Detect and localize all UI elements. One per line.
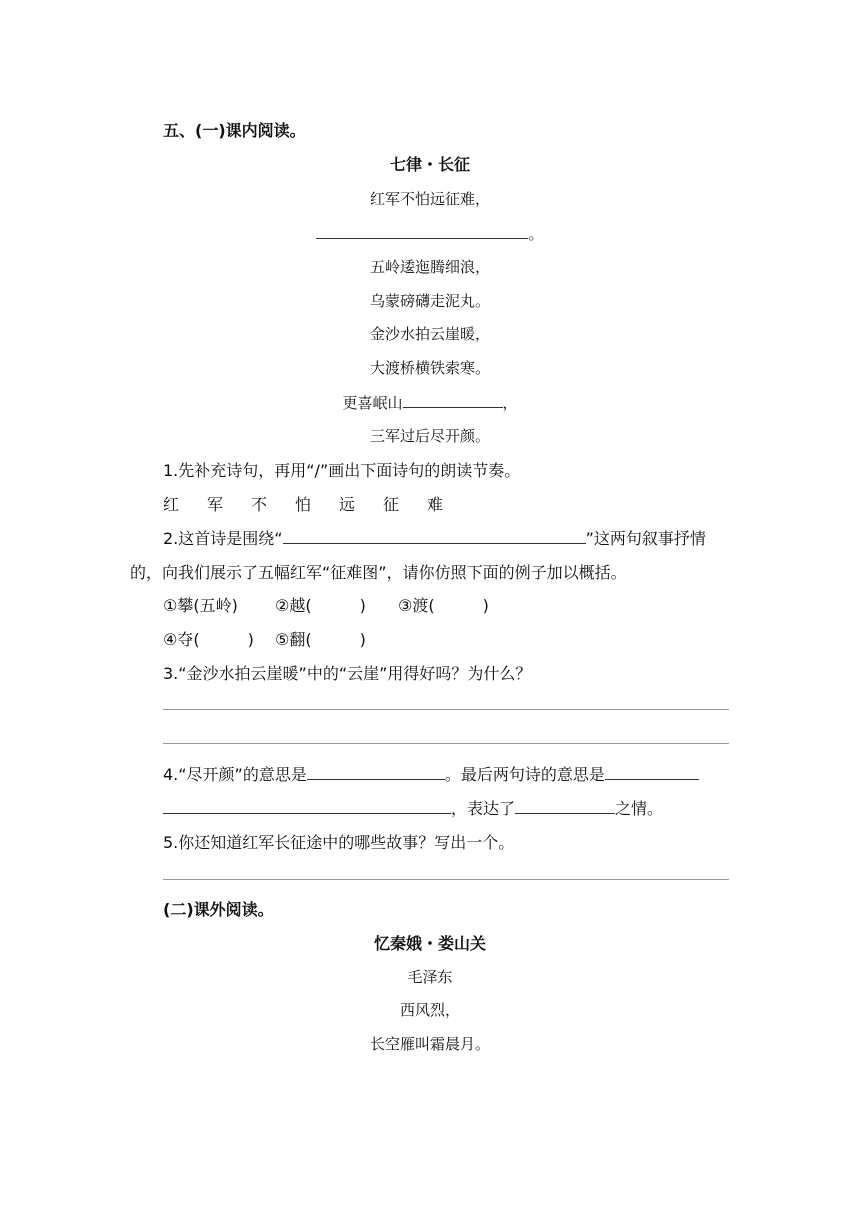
poem-line: 乌蒙磅礴走泥丸。: [369, 292, 490, 310]
section-title: 五、(一)课内阅读。: [163, 121, 306, 140]
poem-line: 三军过后尽开颜。: [369, 427, 490, 445]
question-2: [163, 526, 706, 549]
question-1: 1.先补充诗句，再用“/”画出下面诗句的朗读节奏。: [163, 461, 521, 480]
question-4: [163, 762, 699, 785]
poem-line-blank: [0, 391, 860, 413]
poem-line: 五岭逶迤腾细浪，: [369, 258, 490, 276]
option[interactable]: ⑤翻( ): [275, 630, 366, 649]
question-text: ，表达了: [451, 799, 516, 818]
question-text: 。最后两句诗的意思是: [444, 765, 605, 784]
option[interactable]: ④夺( ): [163, 630, 254, 649]
poem-author: 毛泽东: [407, 968, 453, 986]
rhythm-char: 不: [251, 495, 268, 514]
question-text: ”这两句叙事抒情: [585, 529, 706, 548]
fill-in-blank[interactable]: [605, 763, 699, 780]
rhythm-char: 怕: [295, 495, 312, 514]
fill-in-blank[interactable]: [307, 763, 445, 780]
section-title: (二)课外阅读。: [163, 900, 274, 919]
poem-line: 金沙水拍云崖暖，: [369, 325, 490, 343]
rhythm-char: 红: [163, 495, 180, 514]
poem-line: 长空雁叫霜晨月。: [369, 1035, 490, 1053]
fill-in-blank[interactable]: [515, 797, 615, 814]
rhythm-char: 远: [339, 495, 356, 514]
question-3: 3.“金沙水拍云崖暖”中的“云崖”用得好吗？为什么？: [163, 664, 532, 683]
answer-line[interactable]: [163, 709, 729, 710]
poem-line: 西风烈，: [399, 1001, 460, 1019]
poem-punct: ，: [502, 394, 518, 412]
option[interactable]: ③渡( ): [398, 596, 489, 615]
poem-title: 七律・长征: [389, 155, 470, 174]
options-row: [163, 627, 366, 650]
fill-in-blank[interactable]: [403, 391, 503, 408]
rhythm-char: 军: [207, 495, 224, 514]
question-4-line2: [163, 796, 663, 819]
options-row: [163, 593, 489, 616]
question-text: 2.这首诗是围绕“: [163, 529, 283, 548]
answer-line[interactable]: [163, 879, 729, 880]
question-2-line2: 的，向我们展示了五幅红军“征难图”，请你仿照下面的例子加以概括。: [130, 563, 627, 582]
option[interactable]: ②越( ): [275, 596, 366, 615]
fill-in-blank[interactable]: [283, 527, 586, 544]
rhythm-line: [163, 492, 471, 515]
rhythm-char: 难: [427, 495, 444, 514]
fill-in-blank[interactable]: [316, 222, 528, 239]
answer-line[interactable]: [163, 743, 729, 744]
option: ①攀(五岭): [163, 596, 238, 615]
poem-line: 大渡桥横铁索寒。: [369, 359, 490, 377]
fill-in-blank[interactable]: [163, 797, 451, 814]
question-text: 4.“尽开颜”的意思是: [163, 765, 307, 784]
poem-punct: 。: [528, 225, 544, 243]
poem-title: 忆秦娥・娄山关: [373, 934, 486, 953]
rhythm-char: 征: [383, 495, 400, 514]
question-5: 5.你还知道红军长征途中的哪些故事？写出一个。: [163, 833, 515, 852]
poem-line: 红军不怕远征难，: [369, 190, 490, 208]
question-text: 之情。: [615, 799, 664, 818]
poem-text: 更喜岷山: [342, 394, 403, 412]
poem-line-blank: [0, 222, 860, 244]
